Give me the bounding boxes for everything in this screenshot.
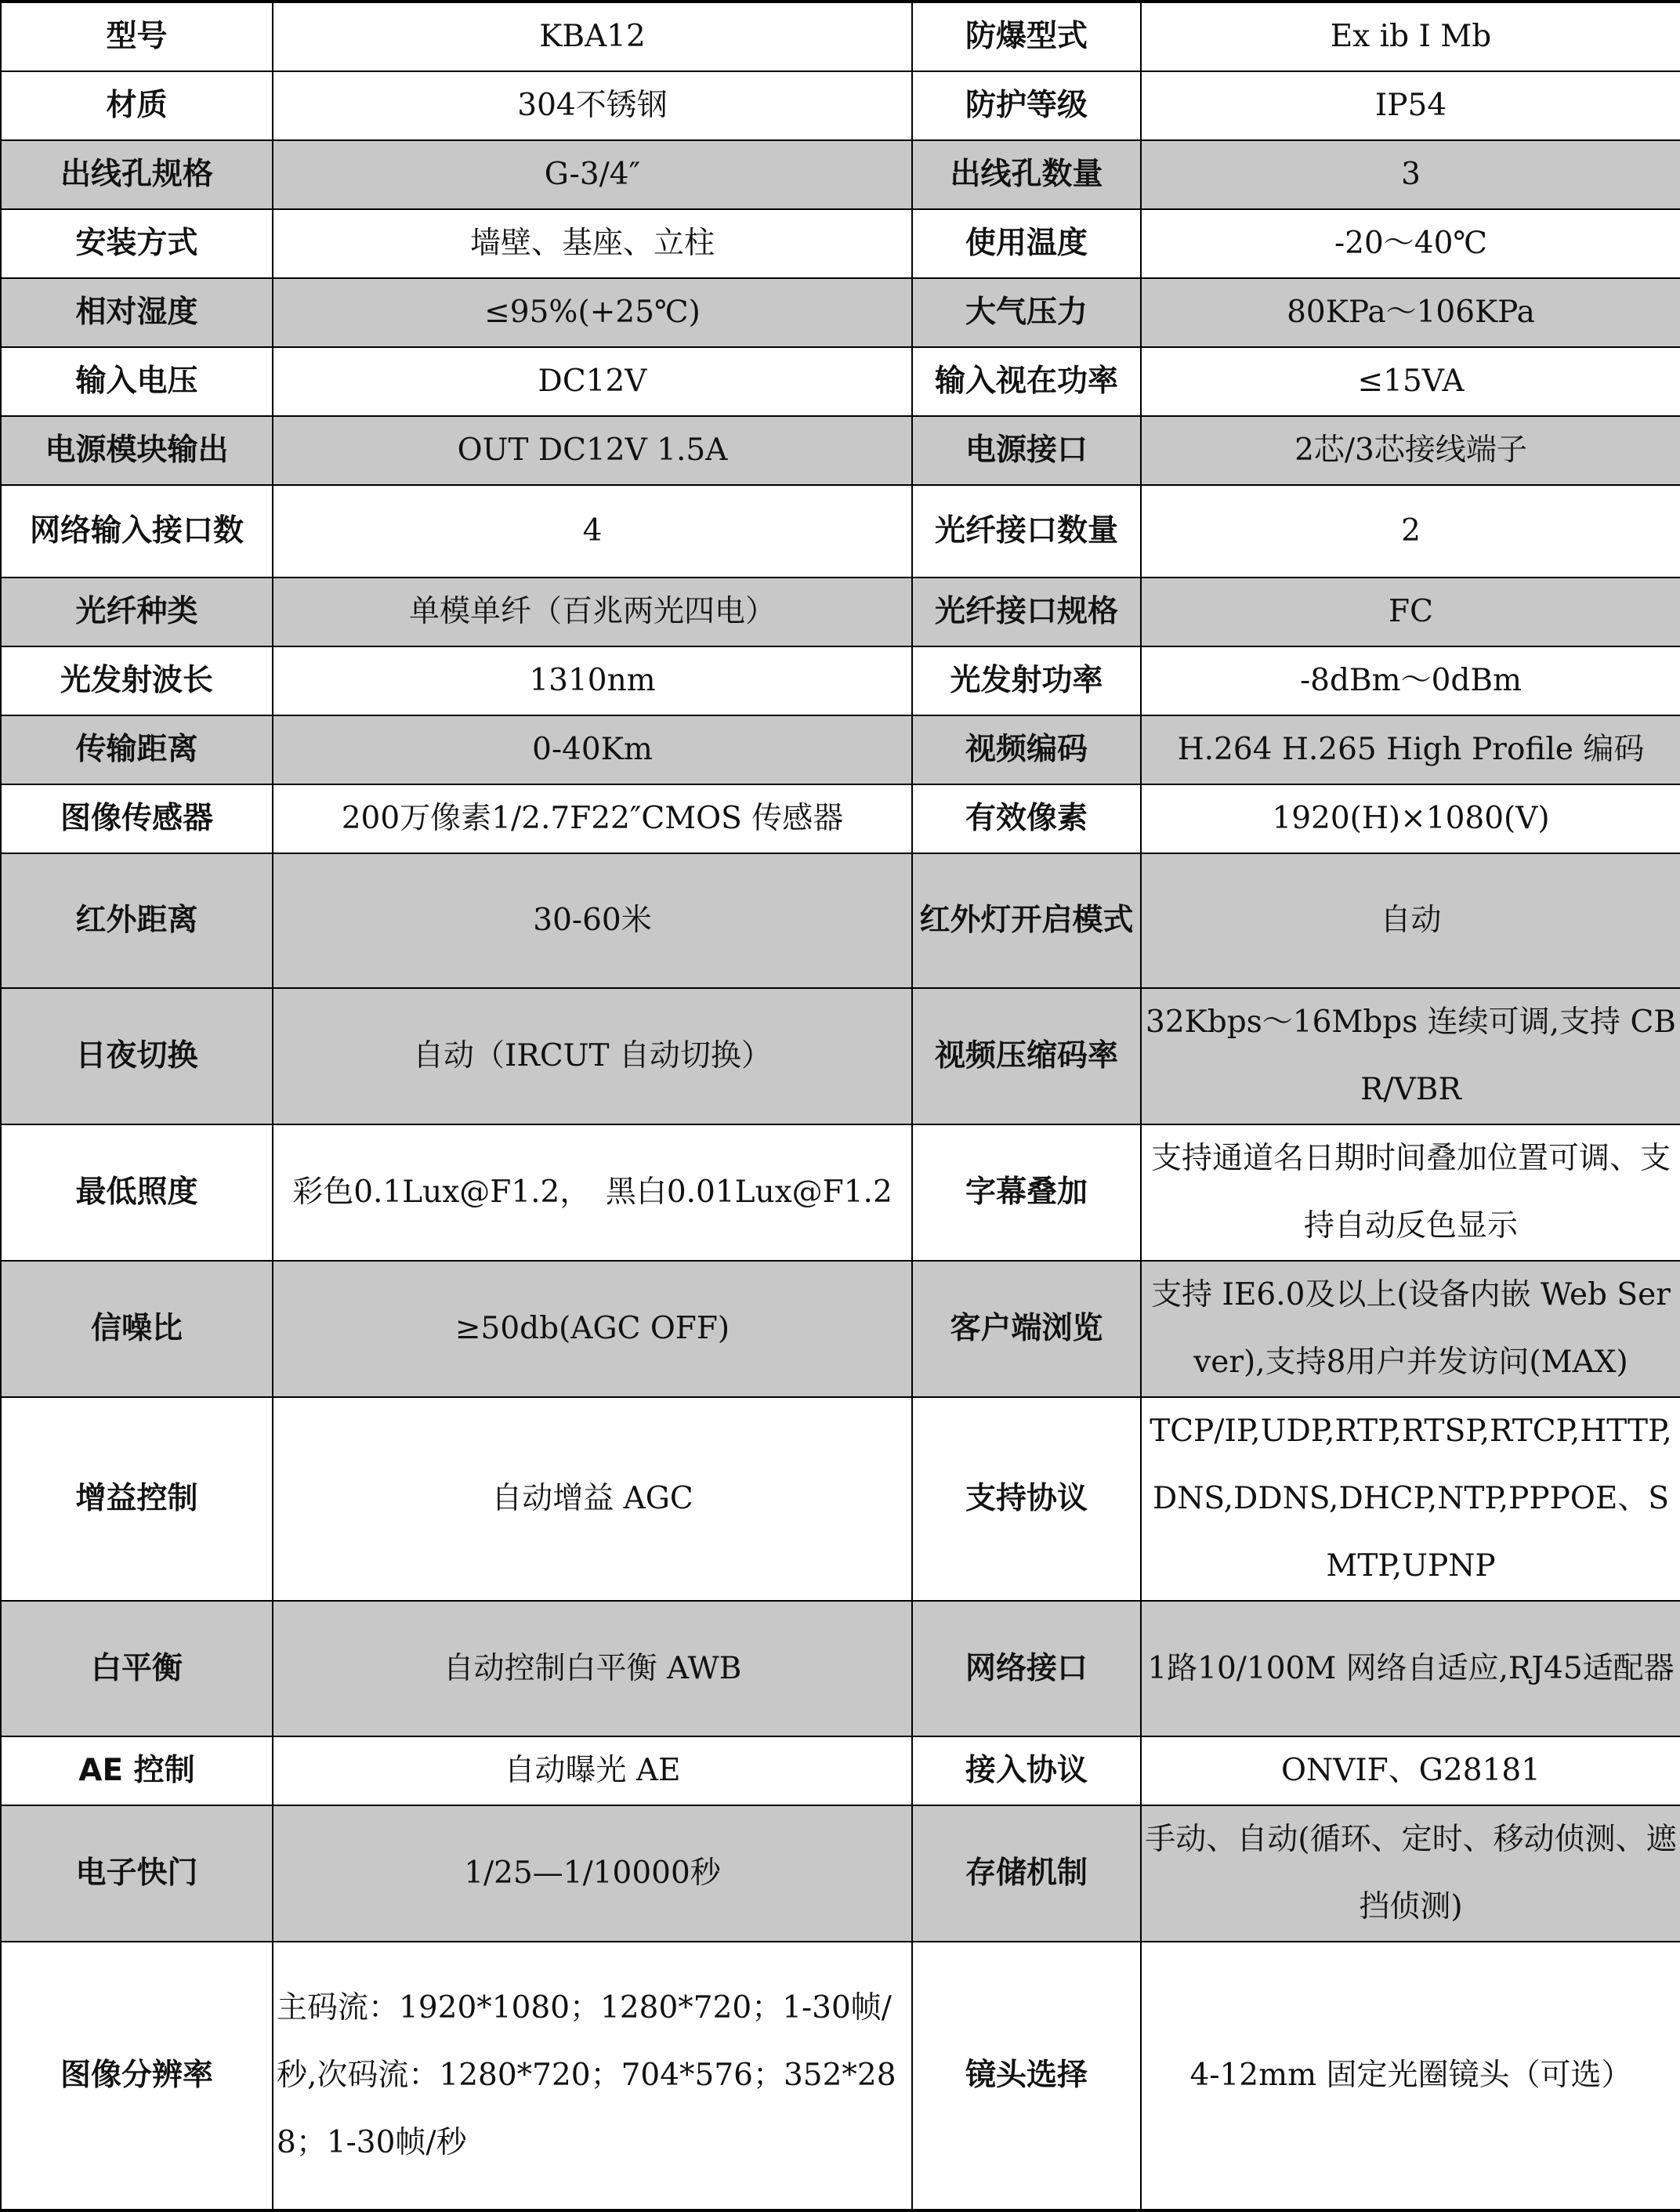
spec-row [1,577,1680,646]
spec-label: 视频编码 [912,715,1141,784]
spec-label: 网络接口 [912,1601,1141,1736]
spec-value: 单模单纤（百兆两光四电） [273,577,912,646]
spec-row [1,715,1680,784]
spec-value: 2芯/3芯接线端子 [1141,416,1680,485]
spec-label: 光纤种类 [1,577,273,646]
spec-value: Ex ib I Mb [1141,2,1680,71]
spec-label: 光发射波长 [1,646,273,715]
spec-value: G-3/4″ [273,140,912,209]
spec-value: 手动、自动(循环、定时、移动侦测、遮挡侦测) [1141,1805,1680,1942]
spec-value: H.264 H.265 High Profile 编码 [1141,715,1680,784]
spec-value: 32Kbps～16Mbps 连续可调,支持 CBR/VBR [1141,988,1680,1124]
spec-row [1,347,1680,416]
spec-label: 红外灯开启模式 [912,853,1141,988]
spec-value: 彩色0.1Lux@F1.2， 黑白0.01Lux@F1.2 [273,1124,912,1261]
spec-value: IP54 [1141,71,1680,140]
spec-value: ONVIF、G28181 [1141,1736,1680,1805]
spec-row [1,1124,1680,1261]
spec-value: DC12V [273,347,912,416]
spec-row [1,1397,1680,1601]
spec-label: 材质 [1,71,273,140]
spec-row [1,646,1680,715]
spec-label: 视频压缩码率 [912,988,1141,1124]
spec-value: 自动增益 AGC [273,1397,912,1601]
spec-row [1,71,1680,140]
spec-label: 光纤接口数量 [912,485,1141,577]
spec-label: 防爆型式 [912,2,1141,71]
spec-row [1,1261,1680,1397]
spec-value: 3 [1141,140,1680,209]
spec-value: 80KPa～106KPa [1141,278,1680,347]
spec-row [1,1601,1680,1736]
spec-label: 防护等级 [912,71,1141,140]
spec-value: 支持 IE6.0及以上(设备内嵌 Web Server),支持8用户并发访问(MAX) [1141,1261,1680,1397]
spec-label: 存储机制 [912,1805,1141,1942]
spec-label: 型号 [1,2,273,71]
spec-value: 支持通道名日期时间叠加位置可调、支持自动反色显示 [1141,1124,1680,1261]
spec-value: KBA12 [273,2,912,71]
spec-label: 图像传感器 [1,784,273,853]
spec-label: 有效像素 [912,784,1141,853]
spec-row [1,416,1680,485]
spec-label: 电子快门 [1,1805,273,1942]
spec-row [1,988,1680,1124]
spec-row [1,2,1680,71]
spec-row [1,1942,1680,2210]
spec-label: 日夜切换 [1,988,273,1124]
spec-label: 光发射功率 [912,646,1141,715]
spec-table-body [1,2,1680,2210]
spec-label: 安装方式 [1,209,273,278]
spec-label: 电源接口 [912,416,1141,485]
spec-label: 字幕叠加 [912,1124,1141,1261]
spec-value: 4-12mm 固定光圈镜头（可选） [1141,1942,1680,2210]
spec-value: FC [1141,577,1680,646]
spec-label: 接入协议 [912,1736,1141,1805]
spec-label: AE 控制 [1,1736,273,1805]
spec-label: 相对湿度 [1,278,273,347]
spec-label: 输入视在功率 [912,347,1141,416]
spec-value: 2 [1141,485,1680,577]
spec-label: 最低照度 [1,1124,273,1261]
spec-value: ≥50db(AGC OFF) [273,1261,912,1397]
spec-label: 大气压力 [912,278,1141,347]
spec-label: 出线孔规格 [1,140,273,209]
spec-value: 4 [273,485,912,577]
spec-row [1,1736,1680,1805]
spec-row [1,853,1680,988]
spec-label: 增益控制 [1,1397,273,1601]
spec-value: 墙壁、基座、立柱 [273,209,912,278]
spec-label: 镜头选择 [912,1942,1141,2210]
spec-value: 自动 [1141,853,1680,988]
spec-label: 图像分辨率 [1,1942,273,2210]
spec-label: 信噪比 [1,1261,273,1397]
spec-value: 304不锈钢 [273,71,912,140]
spec-value: 1路10/100M 网络自适应,RJ45适配器 [1141,1601,1680,1736]
spec-label: 输入电压 [1,347,273,416]
spec-label: 网络输入接口数 [1,485,273,577]
spec-value: 200万像素1/2.7F22″CMOS 传感器 [273,784,912,853]
spec-value: 主码流：1920*1080；1280*720；1-30帧/秒,次码流：1280*720；704*576；352*288；1-30帧/秒 [273,1942,912,2210]
spec-row [1,278,1680,347]
spec-label: 使用温度 [912,209,1141,278]
spec-label: 出线孔数量 [912,140,1141,209]
spec-label: 白平衡 [1,1601,273,1736]
spec-row [1,485,1680,577]
spec-value: 自动曝光 AE [273,1736,912,1805]
spec-value: 0-40Km [273,715,912,784]
spec-row [1,140,1680,209]
spec-value: ≤95%(+25℃) [273,278,912,347]
spec-label: 光纤接口规格 [912,577,1141,646]
spec-label: 传输距离 [1,715,273,784]
spec-label: 支持协议 [912,1397,1141,1601]
spec-value: TCP/IP,UDP,RTP,RTSP,RTCP,HTTP,DNS,DDNS,DHCP,NTP,PPPOE、SMTP,UPNP [1141,1397,1680,1601]
spec-value: 1310nm [273,646,912,715]
spec-value: OUT DC12V 1.5A [273,416,912,485]
spec-value: 1/25—1/10000秒 [273,1805,912,1942]
spec-value: ≤15VA [1141,347,1680,416]
spec-label: 红外距离 [1,853,273,988]
spec-row [1,1805,1680,1942]
spec-value: -8dBm～0dBm [1141,646,1680,715]
spec-label: 电源模块输出 [1,416,273,485]
spec-row [1,784,1680,853]
spec-value: 30-60米 [273,853,912,988]
spec-row [1,209,1680,278]
spec-value: 自动控制白平衡 AWB [273,1601,912,1736]
spec-label: 客户端浏览 [912,1261,1141,1397]
spec-value: 自动（IRCUT 自动切换） [273,988,912,1124]
spec-value: -20～40℃ [1141,209,1680,278]
spec-value: 1920(H)×1080(V) [1141,784,1680,853]
